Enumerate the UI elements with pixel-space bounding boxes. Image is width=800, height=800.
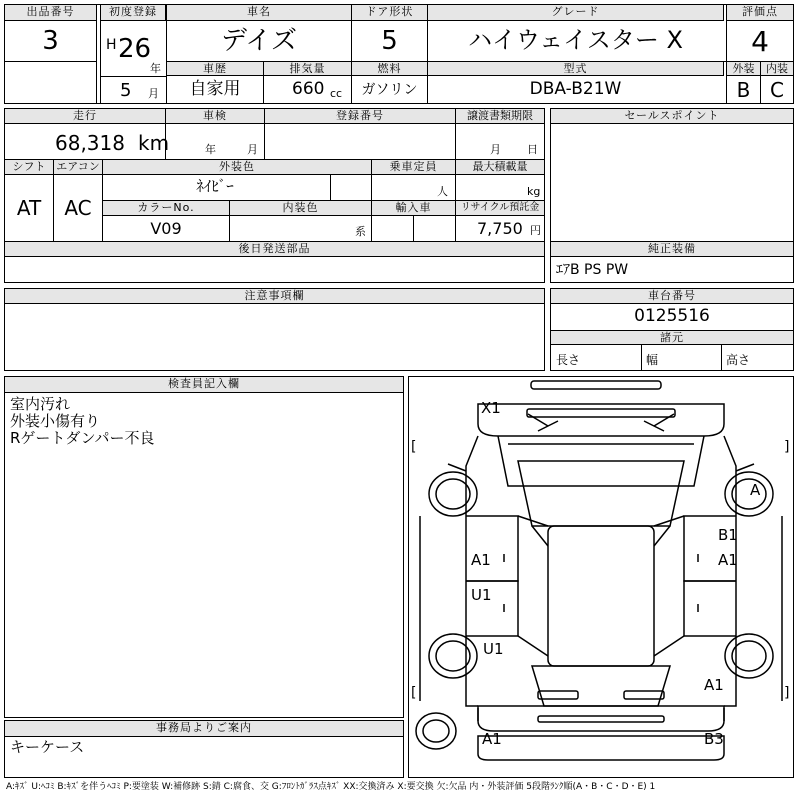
- spec-label: 諸元: [550, 330, 794, 345]
- recycle-unit: 円: [530, 224, 541, 237]
- l4: [53, 159, 54, 242]
- reg-divider: [100, 76, 166, 77]
- score-label: 評価点: [726, 4, 794, 21]
- ac-label: エアコン: [53, 159, 103, 175]
- color-no-label: カラーNo.: [102, 200, 230, 216]
- mark-a1-bottom-left: A1: [482, 730, 502, 748]
- mark-a1-left: A1: [471, 551, 491, 569]
- reg-month: 5: [120, 80, 132, 101]
- displacement: 660: [292, 79, 325, 99]
- length-label: 長さ: [556, 353, 581, 367]
- inspection-year-unit: 年: [205, 143, 216, 156]
- sales-points-label: セールスポイント: [550, 108, 794, 124]
- bracket-rr: ]: [784, 685, 790, 701]
- ac: AC: [64, 196, 92, 220]
- history-label: 車歴: [166, 61, 264, 76]
- legend: A:ｷｽﾞ U:ﾍｺﾐ B:ｷｽﾞを伴うﾍｺﾐ P:要塗装 W:補修跡 S:錆 C:腐食、交 G:ﾌﾛﾝﾄｶﾞﾗｽ点ｷｽﾞ XX:交換済み X:要交換 欠:欠品 内・外装評価 5段階ﾗﾝｸ順(A・B・C・D・E) 1: [6, 782, 656, 792]
- mileage-unit: km: [138, 131, 170, 155]
- model: DBA-B21W: [529, 79, 622, 99]
- grade-left-line: [427, 4, 428, 104]
- max-load-unit: kg: [527, 185, 541, 198]
- l9: [229, 200, 230, 242]
- capacity-label: 乗車定員: [371, 159, 456, 175]
- bracket-fl: [: [411, 439, 417, 455]
- color-no: V09: [150, 219, 182, 238]
- mark-a1-right: A1: [718, 551, 738, 569]
- grade-label: グレード: [427, 4, 724, 21]
- fuel: ガソリン: [361, 82, 418, 98]
- spec-l2: [721, 345, 722, 371]
- int-color-unit: 系: [355, 225, 366, 238]
- reg-left-line: [100, 4, 101, 104]
- mileage: 68,318: [55, 131, 125, 155]
- import-label: 輸入車: [371, 200, 456, 216]
- bracket-rl: [: [411, 685, 417, 701]
- caution-label: 注意事項欄: [4, 288, 545, 304]
- mark-u1-left-2: U1: [483, 640, 504, 658]
- mark-b1: B1: [718, 526, 738, 544]
- doors: 5: [381, 26, 398, 56]
- car-diagram: [408, 376, 794, 778]
- inspection-month-unit: 月: [247, 143, 258, 156]
- ext-color-label: 外装色: [102, 159, 372, 175]
- later-parts-label: 後日発送部品: [4, 241, 545, 257]
- mark-u1-left-1: U1: [471, 586, 492, 604]
- doors-left-line: [351, 4, 352, 104]
- office-text: キーケース: [10, 738, 85, 756]
- first-reg-label: 初度登録: [100, 4, 166, 21]
- inspector-line-3: Rゲートダンパー不良: [10, 429, 155, 447]
- fuel-label: 燃料: [351, 61, 428, 76]
- int-grade-label: 内装: [760, 61, 794, 76]
- score: 4: [751, 25, 769, 58]
- shift-label: シフト: [4, 159, 54, 175]
- l1: [165, 108, 166, 160]
- inspection-label: 車検: [165, 108, 265, 124]
- reg-month-unit: 月: [148, 87, 159, 100]
- ext-grade-label: 外装: [726, 61, 761, 76]
- genuine-equipment: ｴｱB PS PW: [556, 262, 629, 278]
- ext-grade: B: [736, 78, 751, 102]
- history: 自家用: [189, 79, 241, 99]
- bracket-fr: ]: [784, 439, 790, 455]
- hist-line: [263, 61, 264, 104]
- doors-label: ドア形状: [351, 4, 428, 21]
- displacement-unit: cc: [330, 87, 343, 100]
- grade-split-line: [760, 61, 761, 104]
- inspector-line-2: 外装小傷有り: [10, 412, 101, 430]
- mark-b3: B3: [704, 730, 724, 748]
- mark-a1-right-back: A1: [704, 676, 724, 694]
- inspector-label: 検査員記入欄: [4, 376, 404, 393]
- l6: [330, 175, 331, 200]
- transfer-month-unit: 月: [490, 143, 501, 156]
- reg-year-unit: 年: [150, 62, 161, 75]
- model-label: 型式: [427, 61, 724, 76]
- height-label: 高さ: [726, 353, 751, 367]
- reg-year: 26: [118, 34, 152, 64]
- ext-color: ﾈｲﾋﾞｰ: [196, 177, 234, 195]
- transfer-day-unit: 日: [527, 143, 538, 156]
- l3: [455, 108, 456, 160]
- mark-a-right-front: A: [750, 481, 761, 499]
- grade: ハイウェイスター X: [468, 26, 683, 54]
- reg-no-label: 登録番号: [264, 108, 456, 124]
- mark-x1: X1: [481, 399, 501, 417]
- int-color-label: 内装色: [229, 200, 372, 216]
- spec-l1: [641, 345, 642, 371]
- car-name: デイズ: [221, 26, 297, 56]
- displacement-label: 排気量: [263, 61, 352, 76]
- l10: [413, 216, 414, 242]
- shift: AT: [16, 196, 42, 220]
- lot-label: 出品番号: [4, 4, 97, 21]
- lot-lower-box: [4, 61, 97, 104]
- inspector-line-1: 室内汚れ: [10, 395, 71, 413]
- int-grade: C: [770, 78, 784, 102]
- era-letter: H: [106, 37, 117, 53]
- capacity-unit: 人: [437, 185, 448, 198]
- chassis-label: 車台番号: [550, 288, 794, 304]
- mileage-label: 走行: [4, 108, 166, 124]
- car-name-label: 車名: [166, 4, 352, 21]
- office-label: 事務局よりご案内: [4, 720, 404, 737]
- chassis-number: 0125516: [634, 306, 710, 326]
- l2: [264, 108, 265, 160]
- recycle: 7,750: [477, 219, 523, 238]
- max-load-label: 最大積載量: [455, 159, 545, 175]
- recycle-label: リサイクル預託金: [455, 200, 545, 216]
- genuine-label: 純正装備: [550, 241, 794, 257]
- transfer-label: 譲渡書類期限: [455, 108, 545, 124]
- width-label: 幅: [646, 353, 659, 367]
- lot-number: 3: [42, 26, 59, 56]
